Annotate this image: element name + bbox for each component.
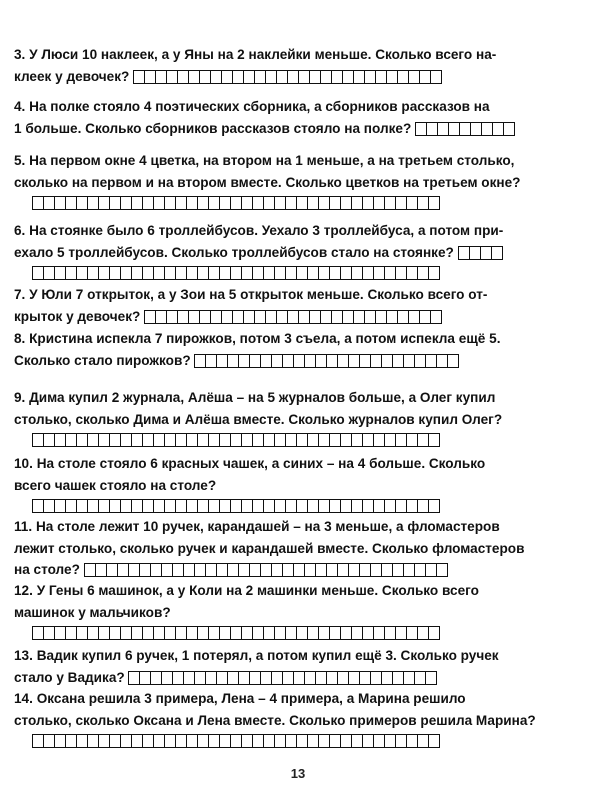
answer-cell[interactable] (491, 246, 503, 260)
problem-text-line: На столе лежит 10 ручек, карандашей – на 3 меньше, а фломастеров (35, 519, 500, 534)
problem-text-line: Кристина испекла 7 пирожков, потом 3 съела, а потом испекла ещё 5. (29, 331, 501, 346)
problem-text-line: На стоянке было 6 троллейбусов. Уехало 3 троллейбуса, а потом при- (29, 223, 504, 238)
problem-text-line: На столе стояло 6 красных чашек, а синих – на 4 больше. Сколько (36, 456, 486, 471)
answer-grid[interactable] (32, 265, 540, 279)
answer-grid[interactable] (194, 353, 458, 367)
problem-number: 6. (14, 223, 26, 238)
problem-text-line: ехало 5 троллейбусов. Сколько троллейбусов стало на стоянке? (14, 244, 454, 260)
problem-number: 5. (14, 153, 26, 168)
problem-text-line: Вадик купил 6 ручек, 1 потерял, а потом купил ещё 3. Сколько ручек (36, 648, 499, 663)
problem-text-line: на столе? (14, 562, 80, 577)
problem-13 (14, 645, 540, 688)
problem-3 (14, 44, 540, 87)
problem-text-line: столько, сколько Оксана и Лена вместе. Сколько примеров решила Марина? (14, 712, 536, 728)
problem-text-line: Сколько стало пирожков? (14, 352, 191, 368)
problem-number: 8. (14, 331, 26, 346)
problem-text-line: сколько на первом и на втором вместе. Сколько цветков на третьем окне? (14, 174, 521, 190)
problem-text-line: На полке стояло 4 поэтических сборника, а сборников рассказов на (29, 99, 490, 114)
problem-12 (14, 580, 540, 639)
answer-grid[interactable] (32, 195, 540, 209)
page-number: 13 (290, 766, 306, 781)
problem-text-line: лежит столько, сколько ручек и карандашей вместе. Сколько фломастеров (14, 540, 525, 556)
answer-grid[interactable] (84, 562, 447, 576)
problem-number: 11. (14, 519, 33, 534)
problem-text-line: У Юли 7 открыток, а у Зои на 5 открыток меньше. Сколько всего от- (29, 287, 488, 302)
problem-number: 12. (14, 583, 33, 598)
problem-8 (14, 328, 540, 371)
problem-number: 9. (14, 390, 26, 405)
answer-cell[interactable] (428, 626, 440, 640)
answer-cell[interactable] (428, 266, 440, 280)
answer-grid[interactable] (144, 309, 441, 323)
answer-cell[interactable] (428, 734, 440, 748)
answer-cell[interactable] (430, 70, 442, 84)
answer-cell[interactable] (503, 122, 515, 136)
problem-text-line: крыток у девочек? (14, 308, 141, 324)
answer-grid[interactable] (133, 69, 441, 83)
problem-text-line: столько, сколько Дима и Алёша вместе. Сколько журналов купил Олег? (14, 411, 503, 427)
problem-text-line: стало у Вадика? (14, 669, 125, 685)
problem-6 (14, 220, 540, 279)
answer-cell[interactable] (425, 671, 437, 685)
problem-text-line: У Гены 6 машинок, а у Коли на 2 машинки меньше. Сколько всего (36, 583, 479, 598)
problem-4 (14, 96, 540, 139)
problem-number: 7. (14, 287, 26, 302)
problem-14 (14, 688, 540, 747)
problem-text-line: всего чашек стояло на столе? (14, 477, 217, 493)
problem-9 (14, 387, 540, 446)
answer-grid[interactable] (32, 432, 540, 446)
problem-number: 13. (14, 648, 33, 663)
problem-5 (14, 150, 540, 209)
problem-number: 3. (14, 47, 26, 62)
answer-cell[interactable] (428, 196, 440, 210)
problem-11 (14, 516, 540, 581)
answer-grid[interactable] (32, 733, 540, 747)
answer-grid[interactable] (458, 245, 502, 259)
answer-grid[interactable] (32, 625, 540, 639)
problem-number: 10. (14, 456, 33, 471)
answer-cell[interactable] (430, 310, 442, 324)
problem-number: 14. (14, 691, 33, 706)
problem-10 (14, 453, 540, 512)
problem-text-line: У Люси 10 наклеек, а у Яны на 2 наклейки меньше. Сколько всего на- (29, 47, 497, 62)
problem-number: 4. (14, 99, 26, 114)
answer-grid[interactable] (32, 498, 540, 512)
problem-7 (14, 284, 540, 327)
answer-cell[interactable] (428, 499, 440, 513)
answer-grid[interactable] (128, 670, 436, 684)
problem-text-line: клеек у девочек? (14, 68, 130, 84)
problem-text-line: 1 больше. Сколько сборников рассказов стояло на полке? (14, 120, 412, 136)
answer-cell[interactable] (436, 563, 448, 577)
problem-text-line: машинок у мальчиков? (14, 604, 171, 620)
answer-cell[interactable] (447, 354, 459, 368)
answer-cell[interactable] (428, 433, 440, 447)
answer-grid[interactable] (415, 121, 514, 135)
problem-text-line: На первом окне 4 цветка, на втором на 1 меньше, а на третьем столько, (29, 153, 515, 168)
problem-text-line: Оксана решила 3 примера, Лена – 4 примера, а Марина решило (36, 691, 466, 706)
problem-text-line: Дима купил 2 журнала, Алёша – на 5 журналов больше, а Олег купил (29, 390, 496, 405)
